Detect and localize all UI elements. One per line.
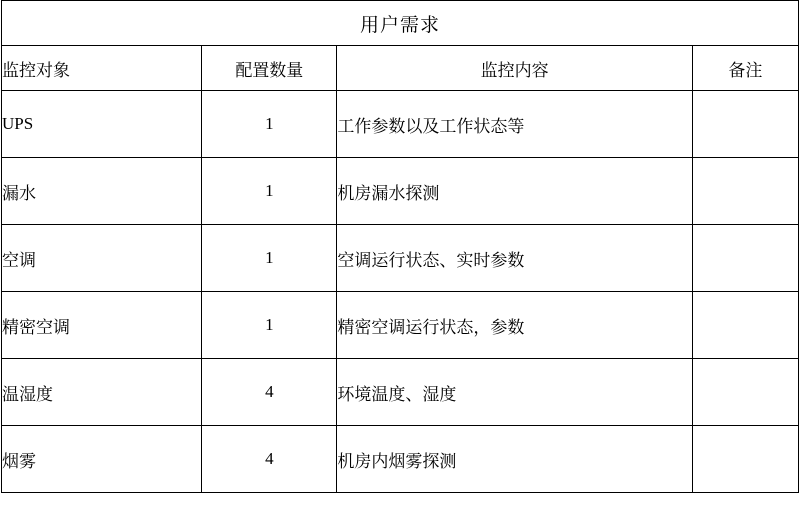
cell-quantity: 4 <box>202 426 337 493</box>
table-header-row <box>2 46 799 91</box>
cell-object: 漏水 <box>2 158 202 225</box>
user-requirements-table <box>1 0 799 493</box>
table-row <box>2 158 799 225</box>
table-title-row <box>2 1 799 46</box>
cell-remark <box>692 292 798 359</box>
cell-remark <box>692 158 798 225</box>
cell-remark <box>692 91 798 158</box>
cell-object: 精密空调 <box>2 292 202 359</box>
cell-remark <box>692 359 798 426</box>
cell-object: 空调 <box>2 225 202 292</box>
cell-quantity: 1 <box>202 225 337 292</box>
cell-quantity: 4 <box>202 359 337 426</box>
cell-quantity: 1 <box>202 292 337 359</box>
table-row <box>2 91 799 158</box>
column-header-remark: 备注 <box>692 46 798 91</box>
cell-remark <box>692 426 798 493</box>
column-header-quantity: 配置数量 <box>202 46 337 91</box>
cell-quantity: 1 <box>202 158 337 225</box>
column-header-object: 监控对象 <box>2 46 202 91</box>
table-row <box>2 359 799 426</box>
table-row <box>2 225 799 292</box>
cell-object: 烟雾 <box>2 426 202 493</box>
cell-content: 机房内烟雾探测 <box>337 426 692 493</box>
cell-content: 环境温度、湿度 <box>337 359 692 426</box>
cell-content: 机房漏水探测 <box>337 158 692 225</box>
cell-object: UPS <box>2 91 202 158</box>
table-row <box>2 426 799 493</box>
cell-content: 工作参数以及工作状态等 <box>337 91 692 158</box>
cell-content: 空调运行状态、实时参数 <box>337 225 692 292</box>
cell-quantity: 1 <box>202 91 337 158</box>
cell-remark <box>692 225 798 292</box>
cell-object: 温湿度 <box>2 359 202 426</box>
page-title: 用户需求 <box>2 1 799 46</box>
column-header-content: 监控内容 <box>337 46 692 91</box>
cell-content: 精密空调运行状态，参数 <box>337 292 692 359</box>
table-row <box>2 292 799 359</box>
